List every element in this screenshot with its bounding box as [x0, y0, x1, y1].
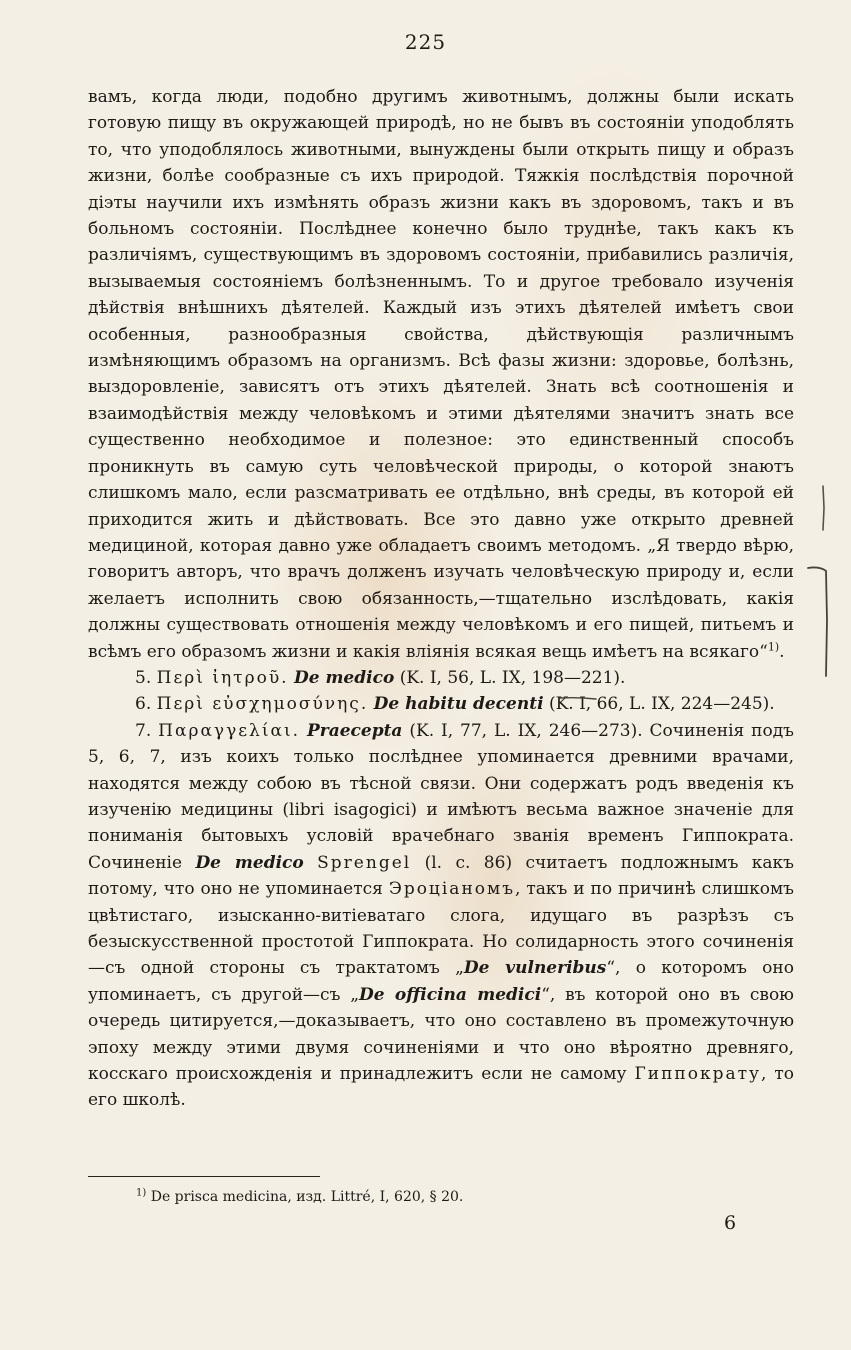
latin-title: De medico	[195, 852, 304, 873]
item-reference: (K. I, 77, L. IX, 246—273).	[409, 720, 643, 741]
latin-title: De officina medici	[359, 984, 542, 1005]
margin-line-lower	[808, 567, 827, 676]
paragraph-end: .	[779, 641, 785, 662]
author-name: Гиппократу	[634, 1064, 762, 1085]
paragraph-text: , то его школѣ.	[88, 1064, 795, 1111]
latin-title: De habitu decenti	[373, 694, 544, 715]
footnote-text: De prisca medicina, изд. Littré, I, 620, § 20.	[150, 1189, 464, 1205]
paragraph-text: (l. c. 86) считаетъ подложнымъ какъ потому, что оно не упоминается	[88, 852, 794, 900]
page-number: 225	[404, 30, 447, 54]
footnote-reference: 1)	[767, 639, 780, 653]
paragraph-text: , такъ и по причинѣ слишкомъ цвѣтистаго, изысканно-витіеватаго слога, идущаго въ разрѣзъ съ безыскусственной простотой Гиппократа. Но солидарность этого сочиненія—съ одной стороны съ трактатомъ „	[88, 879, 794, 979]
item-number: 6.	[135, 694, 152, 715]
author-name: Эроціаномъ	[388, 879, 516, 900]
margin-line-upper	[823, 486, 824, 530]
margin-underline	[560, 698, 596, 699]
signature-mark: 6	[724, 1212, 737, 1234]
item-number: 5.	[135, 667, 152, 688]
paragraph-text: “, въ которой оно въ свою очередь цитируется,—доказываетъ, что оно составлено въ промежуточную эпоху между этими двумя сочиненіями и что оно вѣроятно древняго, косскаго происхожденія и принадлежитъ если не самому	[88, 984, 794, 1085]
author-name: Sprengel	[317, 852, 412, 873]
paragraph-text: вамъ, когда люди, подобно другимъ животнымъ, должны были искать готовую пищу въ окружающей природѣ, но не бывъ въ состояніи уподоблять то, что уподоблялось животными, вынуждены были открыть пищу и образъ жизни, болѣе сообразные съ ихъ природой. Тяжкія послѣдствія порочной діэты научили ихъ измѣнять образъ жизни какъ въ здоровомъ, такъ и въ больномъ состояніи. Послѣднее конечно было труднѣе, такъ какъ къ различіямъ, существующимъ въ здоровомъ состояніи, прибавились различія, вызываемыя состояніемъ болѣзненнымъ. То и другое требовало изученія дѣйствія внѣшнихъ дѣятелей. Каждый изъ этихъ дѣятелей имѣетъ свои особенныя, разнообразныя свойства, дѣйствующія различнымъ измѣняющимъ образомъ на организмъ. Всѣ фазы жизни: здоровье, болѣзнь, выздоровленіе, зависятъ отъ этихъ дѣятелей. Знать всѣ соотношенія и взаимодѣйствія между человѣкомъ и этими дѣятелями значитъ знать все существенно необходимое и полезное: это единственный способъ проникнуть въ самую суть человѣческой природы, о которой знаютъ слишкомъ мало, если разсматривать ее отдѣльно, внѣ среды, въ которой ей приходится жить и дѣйствовать. Все это давно уже открыто древней медициной, которая давно уже обладаетъ своимъ методомъ. „Я твердо вѣрю, говоритъ авторъ, что врачъ долженъ изучать человѣческую природу и, если желаетъ исполнить свою обязанность,—тщательно изслѣдовать, какія должны существовать отношенія между человѣкомъ и его пищей, питьемъ и всѣмъ его образомъ жизни и какія вліянія всякая вещь имѣетъ на всякаго“	[88, 87, 794, 662]
item-reference: (K. I, 56, L. IX, 198—221).	[399, 667, 626, 688]
greek-title: Περὶ εὐσχημοσύνης.	[156, 694, 369, 715]
latin-title: De medico	[293, 667, 395, 688]
latin-title: De vulneribus	[463, 958, 607, 979]
greek-title: Περὶ ἰητροῦ.	[156, 667, 289, 688]
paragraph-text: “, о которомъ оно упоминаетъ, съ другой—съ „	[88, 958, 794, 1005]
paragraph-text: Сочиненія подъ 5, 6, 7, изъ коихъ только послѣднее упоминается древними врачами, находятся между собою въ тѣсной связи. Они содержатъ родъ введенія къ изученію медицины (libri isagogici) и имѣютъ весьма важное значеніе для пониманія бытовыхъ условій врачебнаго званія временъ Гиппократа. Сочиненіе	[88, 720, 794, 873]
item-number: 7.	[135, 720, 152, 741]
item-reference: (K. I, 66, L. IX, 224—245).	[548, 694, 775, 715]
latin-title: Praecepta	[306, 720, 403, 741]
footnote-marker: 1)	[136, 1187, 147, 1199]
greek-title: Παραγγελίαι.	[158, 720, 301, 741]
